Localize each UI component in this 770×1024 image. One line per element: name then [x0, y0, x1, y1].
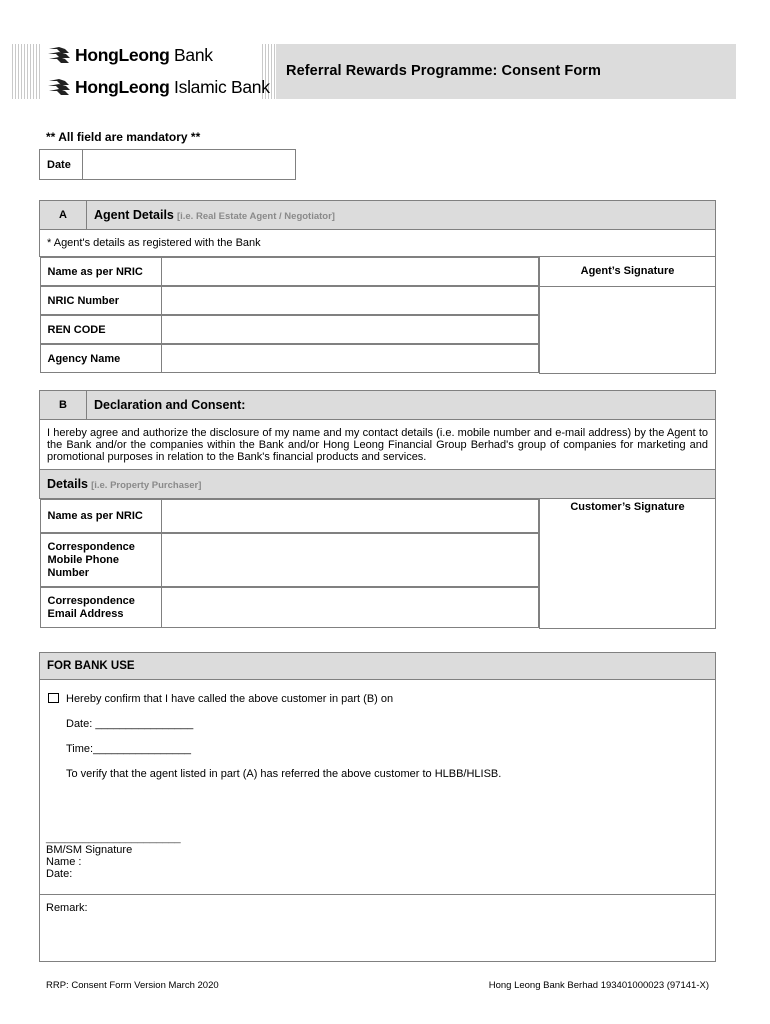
confirm-checkbox[interactable] [48, 693, 59, 703]
footer-company: Hong Leong Bank Berhad 193401000023 (97141-X) [488, 980, 709, 991]
section-a-note: * Agent's details as registered with the Bank [40, 230, 716, 257]
remark-label: Remark: [46, 902, 88, 914]
section-a-header [87, 201, 716, 230]
header-stripes-left [12, 44, 42, 99]
customer-name-input[interactable] [161, 500, 539, 533]
section-b-header [87, 391, 716, 420]
logo-hong-leong-islamic-bank: HongLeong Islamic Bank [47, 76, 270, 98]
declaration-text: I hereby agree and authorize the disclosure of my name and my contact details (i.e. mobile number and e-mail address) by the Agent to the Bank and/or the companies within the Bank and/or Hong Leong Financial Group Berhad's group of companies for marketing and promotional purposes in relation to the Bank's financial products and services. [40, 420, 716, 470]
agency-name-input[interactable] [161, 345, 539, 373]
bm-name-label: Name : [46, 856, 82, 868]
customer-mobile-input[interactable] [161, 534, 539, 587]
agent-name-input[interactable] [161, 258, 539, 286]
agent-name-label: Name as per NRIC [40, 258, 161, 286]
details-header [40, 470, 716, 499]
agent-nric-label: NRIC Number [40, 287, 161, 315]
section-a-agent-details [39, 200, 716, 374]
customer-mobile-label: Correspondence Mobile Phone Number [40, 534, 161, 587]
section-a-letter: A [40, 201, 87, 230]
customer-signature-label: Customer’s Signature [570, 501, 685, 513]
agent-nric-input[interactable] [161, 287, 539, 315]
verify-text: To verify that the agent listed in part (A) has referred the above customer to HLBB/HLISB. [66, 768, 502, 780]
customer-email-label: Correspondence Email Address [40, 588, 161, 628]
bank-use-header [40, 653, 715, 680]
mandatory-note: ** All field are mandatory ** [46, 130, 201, 144]
customer-name-label: Name as per NRIC [40, 500, 161, 533]
customer-email-input[interactable] [161, 588, 539, 628]
section-a-title: Agent Details [94, 208, 174, 222]
footer-version: RRP: Consent Form Version March 2020 [46, 980, 219, 991]
remark-divider [40, 894, 715, 895]
date-box [39, 149, 296, 180]
bm-signature-label: BM/SM Signature [46, 844, 133, 856]
form-title: Referral Rewards Programme: Consent Form [286, 63, 602, 79]
section-b-letter: B [40, 391, 87, 420]
logo-hong-leong-bank: HongLeong Bank [47, 44, 213, 66]
bm-date-label: Date: [46, 868, 73, 880]
date-input[interactable] [83, 150, 296, 180]
bank-use-title: FOR BANK USE [47, 660, 135, 672]
agent-signature-box[interactable] [540, 286, 716, 373]
section-b-title: Declaration and Consent: [94, 398, 246, 412]
section-b-declaration [39, 390, 716, 629]
customer-signature-box[interactable] [540, 499, 716, 629]
details-hint: [i.e. Property Purchaser] [91, 480, 202, 491]
hong-leong-logo-icon [47, 46, 71, 64]
agent-signature-label: Agent’s Signature [540, 257, 716, 287]
section-a-hint: [i.e. Real Estate Agent / Negotiator] [176, 211, 335, 222]
agent-ren-code-input[interactable] [161, 316, 539, 344]
confirm-text: Hereby confirm that I have called the above customer in part (B) on [66, 693, 394, 705]
details-title: Details [47, 477, 88, 491]
call-time-line[interactable]: Time:________________ [66, 743, 191, 755]
agency-name-label: Agency Name [40, 345, 161, 373]
bm-signature-line[interactable]: ______________________ [46, 832, 181, 844]
date-label: Date [40, 150, 83, 180]
hong-leong-logo-icon [47, 78, 71, 96]
call-date-line[interactable]: Date: ________________ [66, 718, 194, 730]
agent-ren-code-label: REN CODE [40, 316, 161, 344]
